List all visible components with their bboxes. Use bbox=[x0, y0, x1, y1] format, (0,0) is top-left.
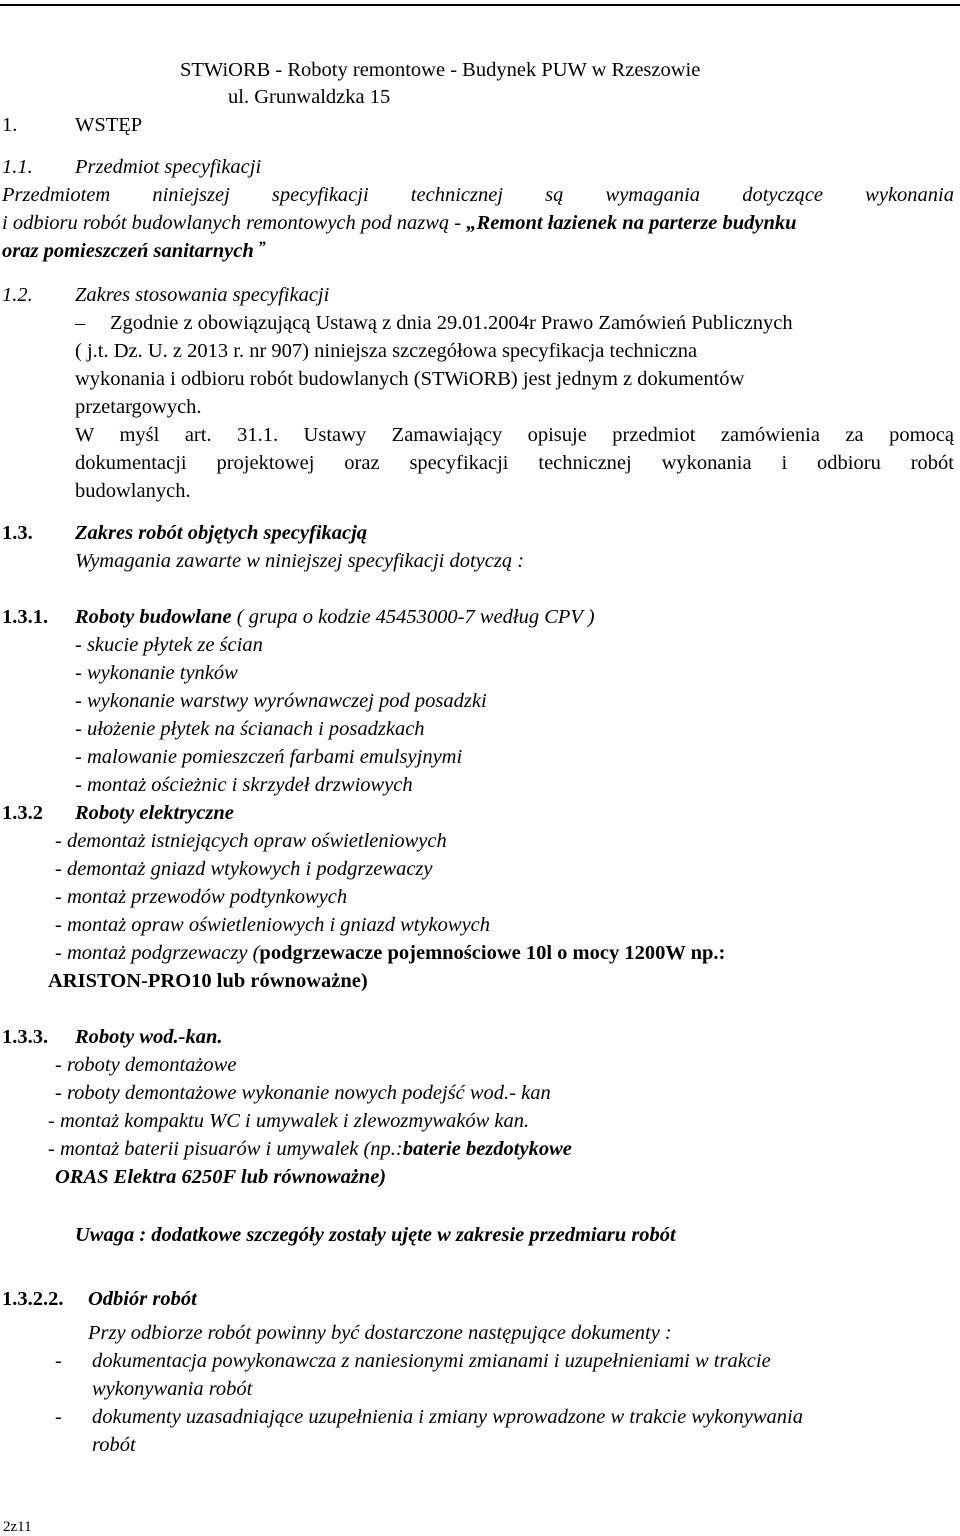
top-rule bbox=[0, 4, 960, 6]
subsection-title: Roboty wod.-kan. bbox=[75, 1026, 223, 1048]
list-item bbox=[55, 943, 725, 964]
product-spec: baterie bezdotykowe bbox=[402, 1138, 572, 1160]
subsection-number: 1.3. bbox=[2, 522, 33, 544]
title-bold: Roboty budowlane bbox=[75, 606, 232, 628]
title-rest: ( grupa o kodzie 45453000-7 według CPV ) bbox=[231, 606, 595, 628]
section-title: WSTĘP bbox=[75, 114, 143, 136]
subsection-title: Zakres robót objętych specyfikacją bbox=[75, 522, 368, 544]
subsection-title: Odbiór robót bbox=[88, 1288, 197, 1310]
subsection-number: 1.3.3. bbox=[2, 1026, 49, 1048]
page-number: 2z11 bbox=[3, 1519, 32, 1535]
list-item-cont: wykonywania robót bbox=[92, 1378, 253, 1400]
product-spec-cont: ORAS Elektra 6250F lub równoważne) bbox=[55, 1166, 387, 1188]
list-item: - montaż opraw oświetleniowych i gniazd wtykowych bbox=[55, 914, 491, 936]
dash-bullet: - bbox=[55, 1350, 62, 1372]
subsection-number: 1.3.2 bbox=[2, 802, 43, 824]
list-item: - wykonanie warstwy wyrównawczej pod posadzki bbox=[75, 690, 487, 712]
paragraph-line bbox=[2, 213, 797, 234]
paragraph-line: ( j.t. Dz. U. z 2013 r. nr 907) niniejsza szczegółowa specyfikacja techniczna bbox=[75, 340, 698, 362]
section-number: 1. bbox=[2, 114, 18, 136]
project-name: „Remont łazienek na parterze budynku bbox=[466, 212, 797, 234]
dash-bullet: - bbox=[55, 1406, 62, 1428]
list-item: - montaż kompaktu WC i umywalek i zlewozmywaków kan. bbox=[48, 1110, 530, 1132]
note: Uwaga : dodatkowe szczegóły zostały ujęte w zakresie przedmiaru robót bbox=[75, 1224, 676, 1246]
subsection-number: 1.3.2.2. bbox=[2, 1288, 64, 1310]
text-span: oraz pomieszczeń sanitarnych bbox=[2, 240, 254, 262]
paragraph-line: dokumentacji projektowej oraz specyfikacji technicznej wykonania i odbioru robót bbox=[75, 452, 954, 474]
list-item: - demontaż gniazd wtykowych i podgrzewaczy bbox=[55, 858, 433, 880]
doc-header-title: STWiORB - Roboty remontowe - Budynek PUW w Rzeszowie bbox=[180, 59, 701, 81]
text-span: i odbioru robót budowlanych remontowych pod nazwą - bbox=[2, 212, 467, 234]
list-item: - malowanie pomieszczeń farbami emulsyjnymi bbox=[75, 746, 463, 768]
subsection-number: 1.2. bbox=[2, 284, 33, 306]
list-item: - montaż ościeżnic i skrzydeł drzwiowych bbox=[75, 774, 413, 796]
subsection-title: Zakres stosowania specyfikacji bbox=[75, 284, 330, 306]
paragraph-line: W myśl art. 31.1. Ustawy Zamawiający opisuje przedmiot zamówienia za pomocą bbox=[75, 424, 954, 446]
list-item-cont: robót bbox=[92, 1434, 136, 1456]
closing-quote: ” bbox=[257, 239, 266, 256]
paragraph-line: wykonania i odbioru robót budowlanych (STWiORB) jest jednym z dokumentów bbox=[75, 368, 745, 390]
list-item: dokumentacja powykonawcza z naniesionymi zmianami i uzupełnieniami w trakcie bbox=[92, 1350, 771, 1372]
dash-bullet: – bbox=[75, 312, 86, 334]
list-item: - demontaż istniejących opraw oświetleniowych bbox=[55, 830, 447, 852]
paragraph-line: przetargowych. bbox=[75, 396, 202, 418]
project-name-cont bbox=[2, 241, 266, 262]
list-item: - wykonanie tynków bbox=[75, 662, 238, 684]
list-item: - skucie płytek ze ścian bbox=[75, 634, 263, 656]
list-item: dokumenty uzasadniające uzupełnienia i zmiany wprowadzone w trakcie wykonywania bbox=[92, 1406, 803, 1428]
paragraph-line: Przedmiotem niniejszej specyfikacji technicznej są wymagania dotyczące wykonania bbox=[2, 184, 954, 206]
subsection-title: Przedmiot specyfikacji bbox=[75, 156, 262, 178]
subsection-subtitle: Wymagania zawarte w niniejszej specyfikacji dotyczą : bbox=[75, 550, 525, 572]
product-spec: podgrzewacze pojemnościowe 10l o mocy 1200W np.: bbox=[259, 942, 726, 964]
list-item: - ułożenie płytek na ścianach i posadzkach bbox=[75, 718, 425, 740]
subsection-number: 1.1. bbox=[2, 156, 33, 178]
subsection-title: Roboty elektryczne bbox=[75, 802, 234, 824]
doc-header-address: ul. Grunwaldzka 15 bbox=[228, 86, 391, 108]
list-item bbox=[48, 1139, 572, 1160]
subsection-number: 1.3.1. bbox=[2, 606, 49, 628]
paragraph-line: budowlanych. bbox=[75, 480, 191, 502]
list-item: - roboty demontażowe bbox=[55, 1054, 237, 1076]
list-item: - roboty demontażowe wykonanie nowych podejść wod.- kan bbox=[55, 1082, 551, 1104]
intro-line: Przy odbiorze robót powinny być dostarczone następujące dokumenty : bbox=[88, 1322, 672, 1344]
product-spec-cont: ARISTON-PRO10 lub równoważne) bbox=[48, 970, 368, 992]
text-span: - montaż podgrzewaczy ( bbox=[55, 942, 260, 964]
list-item: - montaż przewodów podtynkowych bbox=[55, 886, 348, 908]
paragraph-line: Zgodnie z obowiązującą Ustawą z dnia 29.01.2004r Prawo Zamówień Publicznych bbox=[110, 312, 793, 334]
subsection-title bbox=[75, 607, 595, 628]
text-span: - montaż baterii pisuarów i umywalek (np.: bbox=[48, 1138, 403, 1160]
